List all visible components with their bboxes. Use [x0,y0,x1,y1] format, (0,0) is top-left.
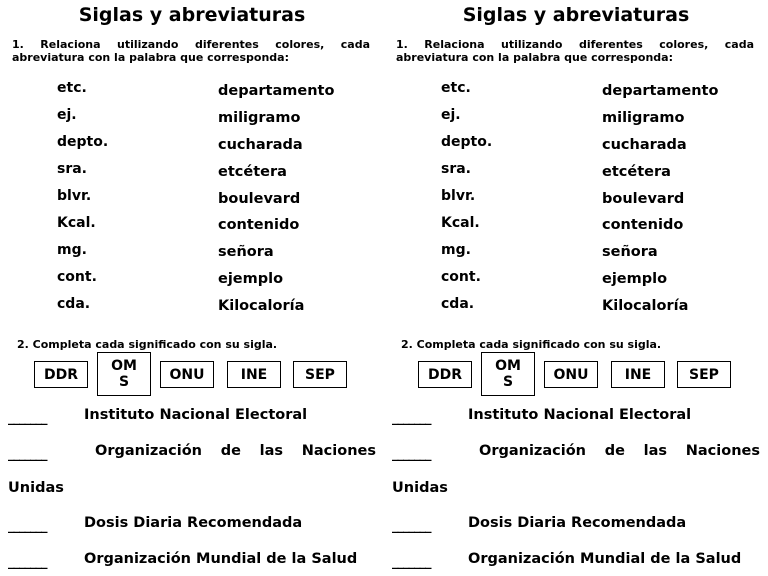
abbreviation-item: blvr. [57,188,92,204]
word-item: departamento [602,83,719,99]
answer-blank[interactable]: _______ [8,411,47,426]
abbreviation-item: cda. [441,296,475,312]
word-item: Kilocaloría [218,298,305,314]
abbreviation-item: etc. [441,80,471,96]
acronym-box-oms: OM S [481,352,535,396]
abbreviation-item: mg. [57,242,87,258]
exercise-1-instruction: 1. Relaciona utilizando diferentes colores, cada abreviatura con la palabra que corresponda: [396,38,754,64]
meaning-text: Dosis Diaria Recomendada [84,515,303,531]
word-item: cucharada [218,137,303,153]
answer-blank[interactable]: _______ [392,411,431,426]
abbreviation-item: depto. [57,134,109,150]
abbreviation-item: Kcal. [57,215,96,231]
meaning-text: Organización de las Naciones [479,443,760,459]
word-item: miligramo [602,110,685,126]
worksheet-title: Siglas y abreviaturas [462,4,690,26]
abbreviation-item: Kcal. [441,215,480,231]
abbreviation-item: depto. [441,134,493,150]
acronym-box-sep: SEP [677,361,731,388]
exercise-1-instruction: 1. Relaciona utilizando diferentes colores, cada abreviatura con la palabra que corresponda: [12,38,370,64]
acronym-box-oms: OM S [97,352,151,396]
meaning-text: Organización Mundial de la Salud [84,551,358,567]
abbreviation-item: sra. [57,161,88,177]
acronym-box-ddr: DDR [34,361,88,388]
meaning-text: Dosis Diaria Recomendada [468,515,687,531]
answer-blank[interactable]: _______ [392,555,431,570]
acronym-box-ine: INE [227,361,281,388]
answer-blank[interactable]: _______ [8,519,47,534]
abbreviation-item: cda. [57,296,91,312]
answer-blank[interactable]: _______ [392,519,431,534]
acronym-box-ddr: DDR [418,361,472,388]
word-item: ejemplo [218,271,284,287]
word-item: cucharada [602,137,687,153]
abbreviation-item: ej. [441,107,461,123]
word-item: contenido [218,217,300,233]
word-item: miligramo [218,110,301,126]
exercise-2-instruction: 2. Completa cada significado con su sigla. [401,338,662,351]
abbreviation-item: sra. [441,161,472,177]
word-item: ejemplo [602,271,668,287]
acronym-box-onu: ONU [160,361,214,388]
answer-blank[interactable]: _______ [392,447,431,462]
word-item: contenido [602,217,684,233]
word-item: Kilocaloría [602,298,689,314]
acronym-box-ine: INE [611,361,665,388]
answer-blank[interactable]: _______ [8,447,47,462]
word-item: etcétera [602,164,671,180]
abbreviation-item: cont. [57,269,97,285]
meaning-text-continued: Unidas [392,480,448,496]
word-item: boulevard [218,191,301,207]
meaning-text: Organización Mundial de la Salud [468,551,742,567]
meaning-text: Organización de las Naciones [95,443,376,459]
meaning-text: Instituto Nacional Electoral [468,407,692,423]
meaning-text: Instituto Nacional Electoral [84,407,308,423]
abbreviation-item: cont. [441,269,481,285]
worksheet-right [384,0,768,576]
word-item: señora [218,244,274,260]
worksheet-title: Siglas y abreviaturas [78,4,306,26]
abbreviation-item: blvr. [441,188,476,204]
word-item: boulevard [602,191,685,207]
abbreviation-item: ej. [57,107,77,123]
meaning-text-continued: Unidas [8,480,64,496]
abbreviation-item: mg. [441,242,471,258]
abbreviation-item: etc. [57,80,87,96]
acronym-box-sep: SEP [293,361,347,388]
word-item: señora [602,244,658,260]
word-item: etcétera [218,164,287,180]
answer-blank[interactable]: _______ [8,555,47,570]
word-item: departamento [218,83,335,99]
acronym-box-onu: ONU [544,361,598,388]
exercise-2-instruction: 2. Completa cada significado con su sigla. [17,338,278,351]
